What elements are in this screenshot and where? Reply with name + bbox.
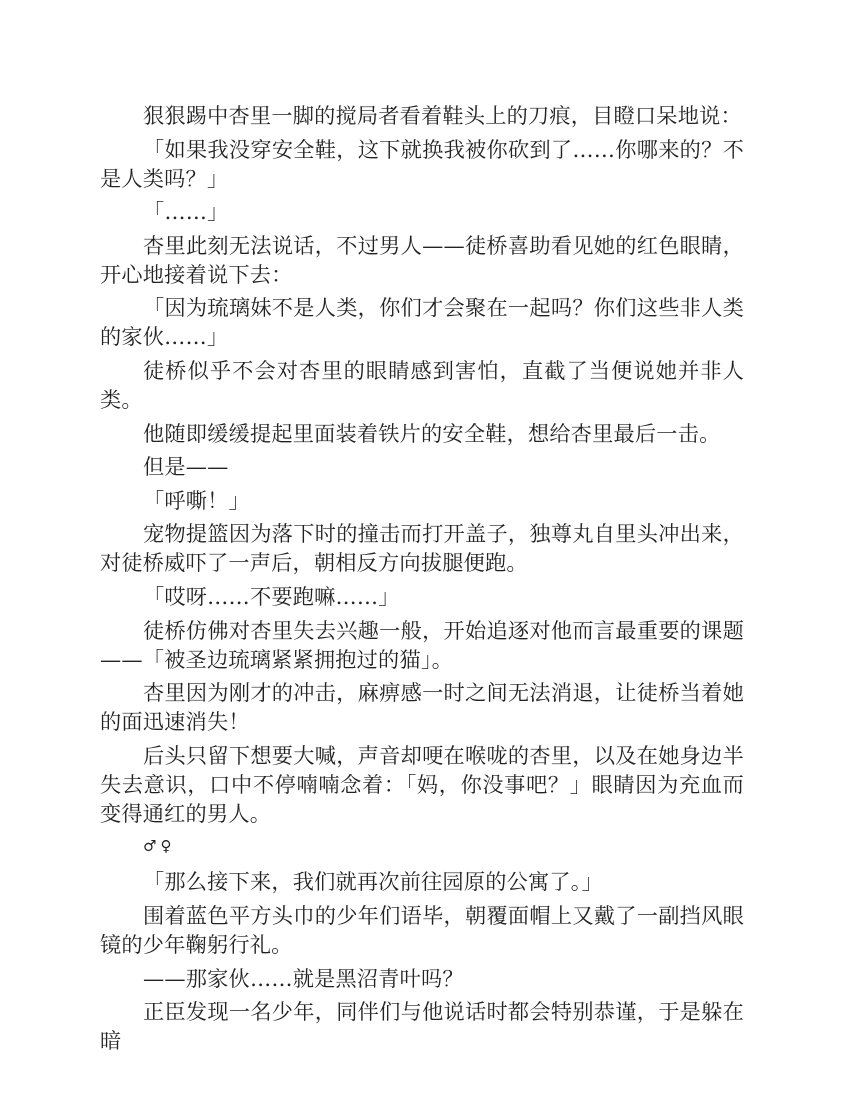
- section-break-symbol: ♂♀: [143, 837, 176, 856]
- paragraph: 但是——: [143, 454, 229, 480]
- paragraph: 徒桥似乎不会对杏里的眼睛感到害怕，直截了当便说她并非人类。: [100, 357, 744, 412]
- document-page: [100, 101, 744, 1060]
- paragraph-dialogue: 「那么接下来，我们就再次前往园原的公寓了。」: [143, 869, 603, 895]
- paragraph: 徒桥仿佛对杏里失去兴趣一般，开始追逐对他而言最重要的课题——「被圣边琉璃紧紧拥抱过的猫」。: [100, 617, 744, 672]
- paragraph: 围着蓝色平方头巾的少年们语毕，朝覆面帽上又戴了一副挡风眼镜的少年鞠躬行礼。: [100, 902, 744, 957]
- paragraph-dialogue: 「哎呀……不要跑嘛……」: [143, 583, 400, 609]
- paragraph: 后头只留下想要大喊，声音却哽在喉咙的杏里，以及在她身边半失去意识，口中不停喃喃念着：「妈，你没事吧？」眼睛因为充血而变得通红的男人。: [100, 742, 744, 826]
- paragraph: 杏里因为刚才的冲击，麻痹感一时之间无法消退，让徒桥当着她的面迅速消失！: [100, 680, 744, 735]
- paragraph-dialogue: 「如果我没穿安全鞋，这下就换我被你砍到了……你哪来的？不是人类吗？」: [100, 136, 744, 191]
- paragraph: 狠狠踢中杏里一脚的搅局者看着鞋头上的刀痕，目瞪口呆地说：: [143, 103, 742, 128]
- paragraph: 杏里此刻无法说话，不过男人——徒桥喜助看见她的红色眼睛，开心地接着说下去：: [100, 232, 744, 287]
- paragraph: 他随即缓缓提起里面装着铁片的安全鞋，想给杏里最后一击。: [143, 420, 721, 446]
- paragraph: ——那家伙……就是黑沼青叶吗？: [143, 965, 464, 991]
- paragraph-dialogue: 「……」: [143, 199, 229, 225]
- paragraph-dialogue: 「呼嘶！」: [143, 487, 250, 513]
- paragraph: 宠物提篮因为落下时的撞击而打开盖子，独尊丸自里头冲出来，对徒桥威吓了一声后，朝相反方向拔腿便跑。: [100, 521, 744, 576]
- paragraph-dialogue: 「因为琉璃妹不是人类，你们才会聚在一起吗？你们这些非人类的家伙……」: [100, 295, 744, 350]
- paragraph: 正臣发现一名少年，同伴们与他说话时都会特别恭谨，于是躲在暗: [100, 999, 744, 1054]
